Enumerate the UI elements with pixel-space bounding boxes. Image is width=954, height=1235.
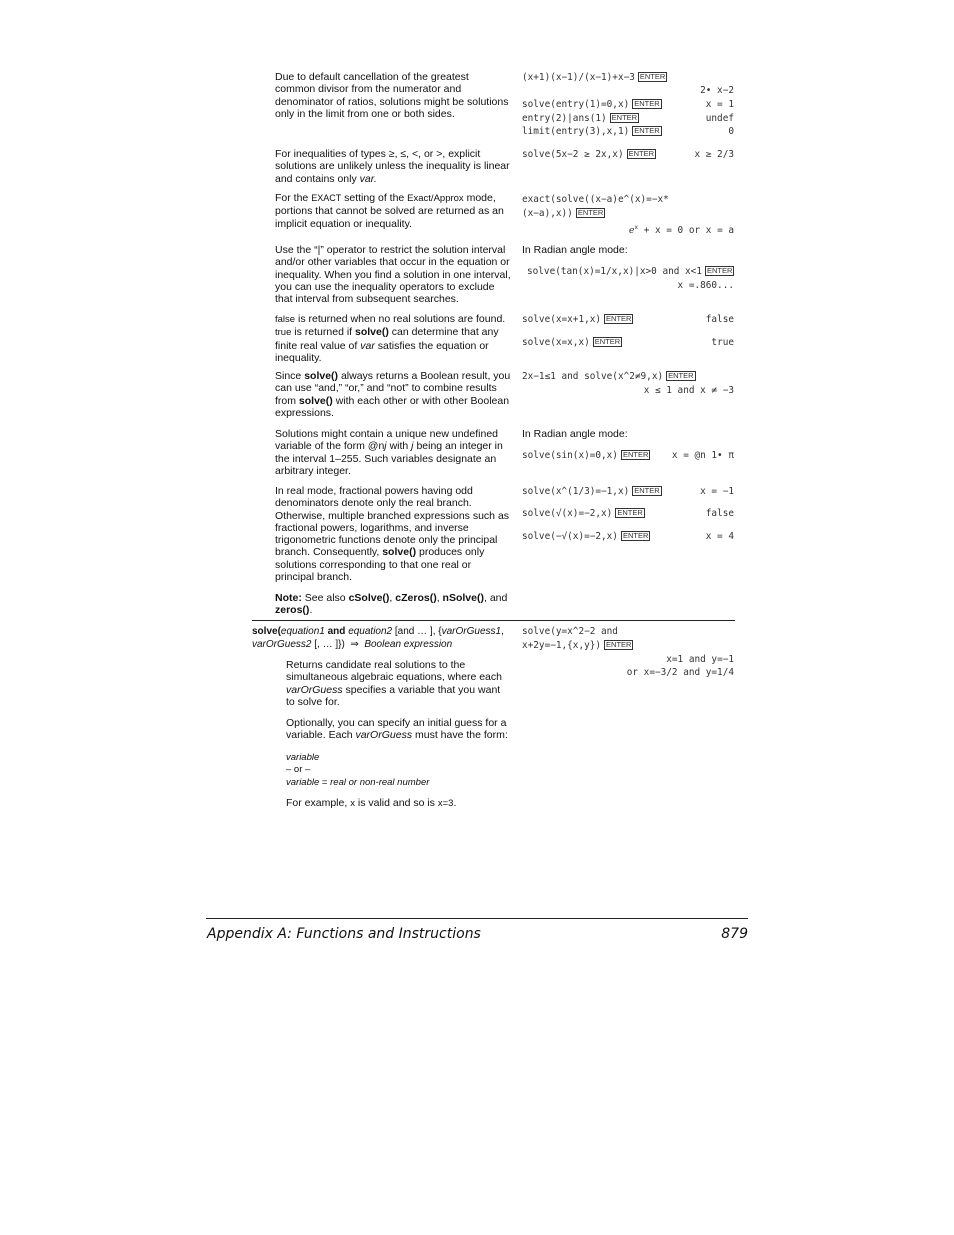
example-expression: solve(x=x+1,x) ENTER <box>522 314 632 325</box>
example-result: 0 <box>728 126 734 137</box>
example-result: x =.860... <box>677 280 734 291</box>
boolean-paragraph: Since solve() always returns a Boolean result, you can use “and,” “or,” and “not” to combine results from solve() with each other or with other Boolean expressions. <box>275 370 511 419</box>
enter-key-icon: ENTER <box>668 371 694 380</box>
enter-key-icon: ENTER <box>577 208 604 217</box>
enter-key-icon: ENTER <box>622 450 649 459</box>
example-result: x = @n 1• π <box>671 450 734 461</box>
example-expression: x+2y=−1,{x,y}) ENTER <box>522 640 632 651</box>
example-result: false <box>705 314 734 325</box>
example-result: x ≥ 2/3 <box>694 149 734 160</box>
exact-mode-paragraph: For the EXACT setting of the Exact/Approx mode, portions that cannot be solved are returned as an implicit equation or inequality. <box>275 192 504 230</box>
example-expression: solve(x^(1/3)=−1,x) ENTER <box>522 486 660 497</box>
example-expression: limit(entry(3),x,1) ENTER <box>522 126 660 137</box>
enter-key-icon: ENTER <box>606 314 632 323</box>
example-expression: 2x−1≤1 and solve(x^2≠9,x) ENTER <box>522 371 694 382</box>
enter-key-icon: ENTER <box>628 149 655 158</box>
example-expression: exact(solve((x−a)e^(x)=−x* <box>522 194 669 205</box>
form-or: – or – <box>286 764 311 775</box>
restrict-operator-paragraph: Use the “|” operator to restrict the solution interval and/or other variables that occur in the equation or inequality. When you find a solution in one interval, you can use the inequality operators to exclude that interval from subsequent searches. <box>275 244 511 306</box>
form-variable: variable <box>286 752 320 763</box>
example-paragraph: For example, x is valid and so is x=3. <box>286 797 457 809</box>
example-expression: (x+1)(x−1)/(x−1)+x−3 ENTER <box>522 72 666 83</box>
guess-paragraph: Optionally, you can specify an initial guess for a variable. Each varOrGuess must have the form: <box>286 717 508 742</box>
undefined-variable-paragraph: Solutions might contain a unique new undefined variable of the form @nj with j being an integer in the interval 1–255. Such variables designate an arbitrary integer. <box>275 428 503 477</box>
example-result: x=1 and y=−1 <box>666 654 734 665</box>
example-expression: solve(x=x,x) ENTER <box>522 337 621 348</box>
enter-key-icon: ENTER <box>617 508 643 517</box>
example-result: x = 4 <box>705 531 734 542</box>
example-expression: solve(y=x^2−2 and <box>522 626 618 637</box>
enter-key-icon: ENTER <box>594 337 621 346</box>
example-result: false <box>705 508 734 519</box>
example-expression: solve(entry(1)=0,x) ENTER <box>522 99 660 110</box>
real-mode-paragraph: In real mode, fractional powers having odd denominators denote only the real branch. Otherwise, multiple branched expressions such as fractional powers, logarithms, and inverse trigonometric functions denote only the principal branch. Consequently, solve() produces only solutions corresponding to that one real or principal branch. <box>275 485 510 584</box>
example-expression: (x−a),x)) ENTER <box>522 208 604 219</box>
example-result: or x=−3/2 and y=1/4 <box>626 667 734 678</box>
example-expression: solve(5x−2 ≥ 2x,x) ENTER <box>522 149 655 160</box>
example-expression: solve(−√(x)=−2,x) ENTER <box>522 531 649 542</box>
form-assignment: variable = real or non-real number <box>286 777 430 788</box>
enter-key-icon: ENTER <box>634 99 660 108</box>
radian-mode-caption: In Radian angle mode: <box>522 428 628 440</box>
cancellation-paragraph: Due to default cancellation of the greatest common divisor from the numerator and denominator of ratios, solutions might be solutions only in the limit from one or both sides. <box>275 71 509 120</box>
example-result: 2• x−2 <box>700 85 734 96</box>
see-also-note: Note: See also cSolve(), cZeros(), nSolve(), and zeros(). <box>275 592 508 617</box>
enter-key-icon: ENTER <box>639 72 666 81</box>
footer-title: Appendix A: Functions and Instructions <box>207 926 481 942</box>
page-number: 879 <box>721 926 748 942</box>
example-result: x = −1 <box>700 486 734 497</box>
example-result: true <box>711 337 734 348</box>
example-result: $e^x + x = 0$ or x = a <box>628 224 734 237</box>
enter-key-icon: ENTER <box>706 266 733 275</box>
radian-mode-caption: In Radian angle mode: <box>522 244 628 256</box>
example-result: undef <box>705 113 734 124</box>
enter-key-icon: ENTER <box>634 486 660 495</box>
function-signature: solve(equation1 and equation2 [and … ], {varOrGuess1, varOrGuess2 [, … ]}) ⇒ Boolean expression <box>252 626 504 650</box>
example-expression: solve(√(x)=−2,x) ENTER <box>522 508 643 519</box>
footer-rule <box>206 918 748 919</box>
enter-key-icon: ENTER <box>634 126 660 135</box>
section-divider <box>252 620 735 621</box>
inequalities-paragraph: For inequalities of types ≥, ≤, <, or >, explicit solutions are unlikely unless the inequality is linear and contains only var. <box>275 148 510 185</box>
enter-key-icon: ENTER <box>622 531 649 540</box>
example-expression: entry(2)|ans(1) ENTER <box>522 113 638 124</box>
example-result: x = 1 <box>705 99 734 110</box>
enter-key-icon: ENTER <box>606 640 632 649</box>
enter-key-icon: ENTER <box>611 113 638 122</box>
false-true-paragraph: false is returned when no real solutions are found. true is returned if solve() can determine that any finite real value of var satisfies the equation or inequality. <box>275 313 506 364</box>
returns-paragraph: Returns candidate real solutions to the simultaneous algebraic equations, where each varOrGuess specifies a variable that you want to solve for. <box>286 659 502 708</box>
example-result: x ≤ 1 and x ≠ −3 <box>643 385 734 396</box>
example-expression: solve(tan(x)=1/x,x)|x>0 and x<1 ENTER <box>527 266 733 277</box>
example-expression: solve(sin(x)=0,x) ENTER <box>522 450 649 461</box>
